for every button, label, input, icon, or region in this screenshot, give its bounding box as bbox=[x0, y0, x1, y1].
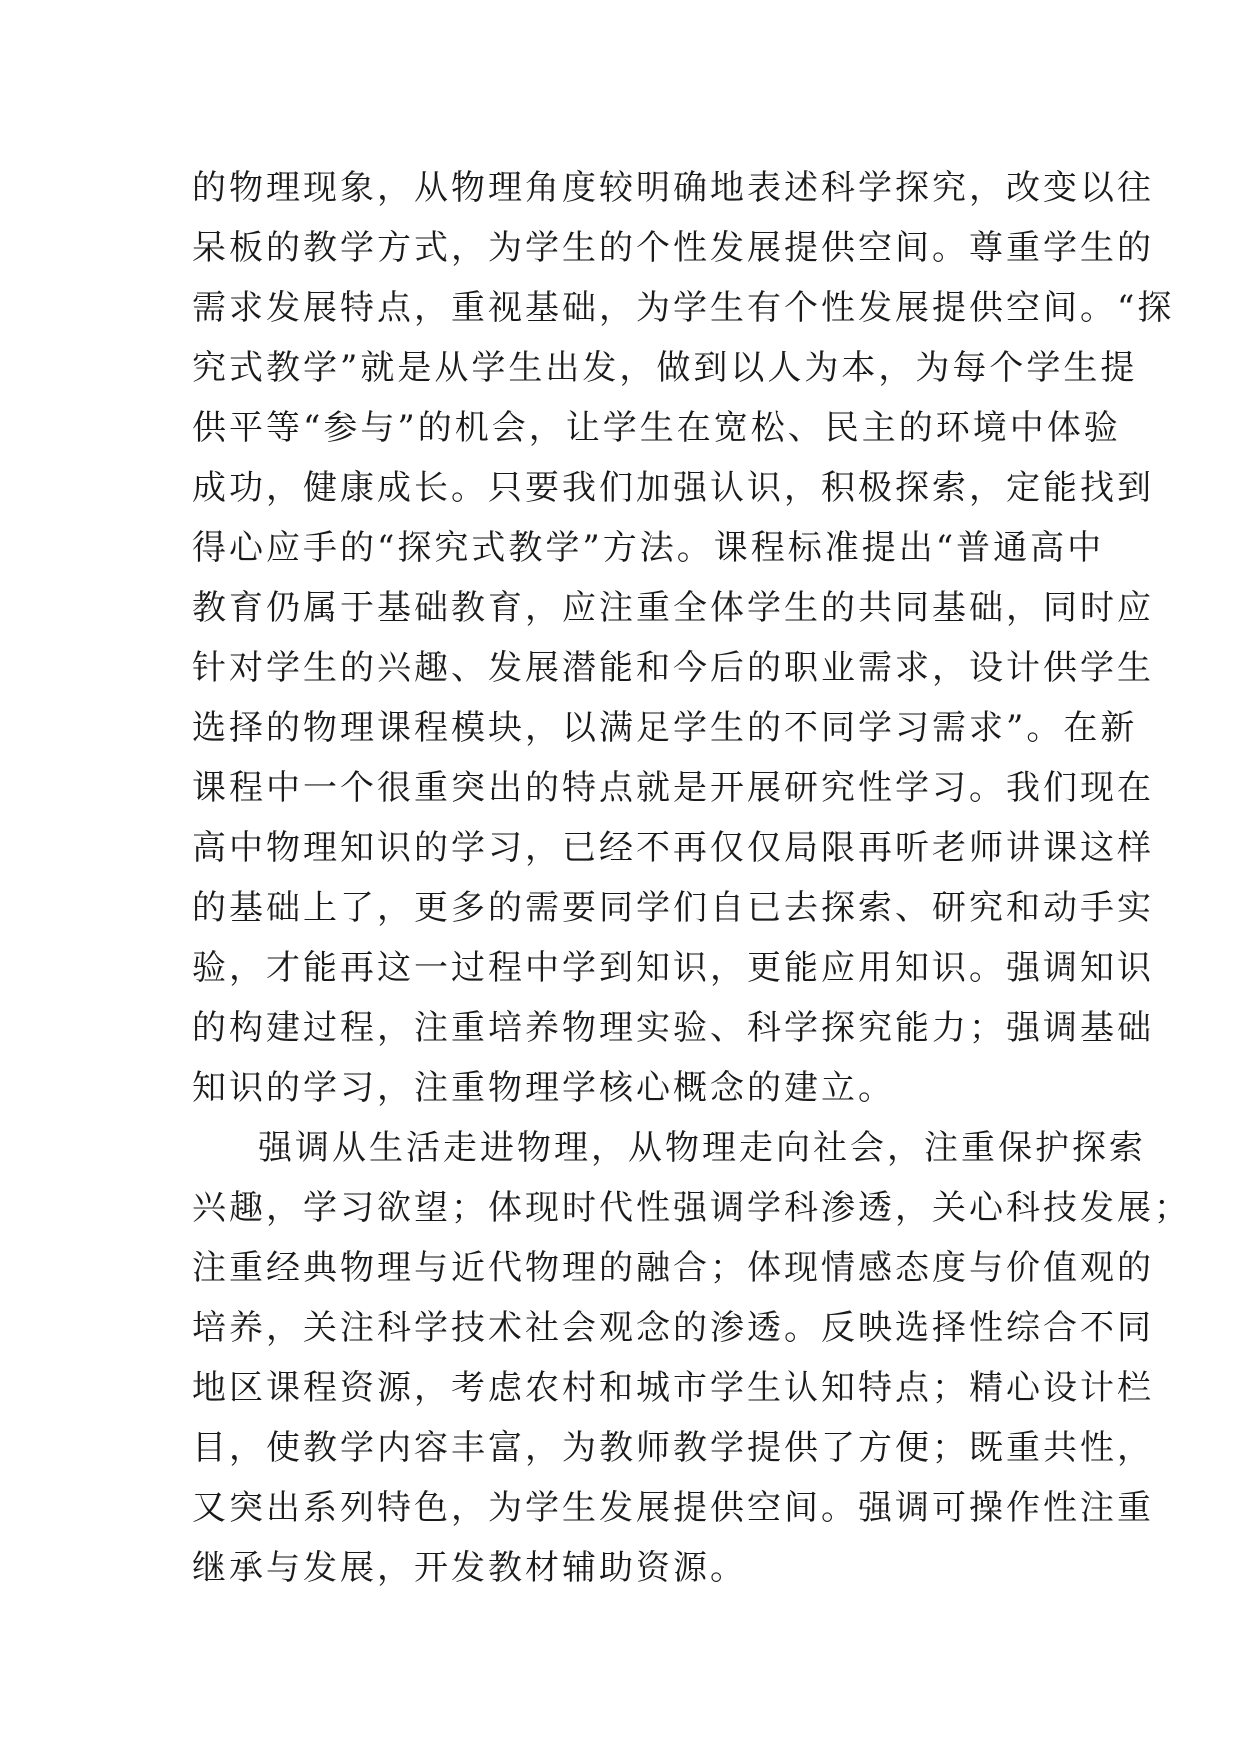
paragraph-2 bbox=[192, 1118, 1191, 1598]
text-line: 课程中一个很重突出的特点就是开展研究性学习。我们现在 bbox=[192, 768, 1154, 808]
text-line: 兴趣，学习欲望；体现时代性强调学科渗透，关心科技发展； bbox=[192, 1188, 1191, 1228]
text-line: 注重经典物理与近代物理的融合；体现情感态度与价值观的 bbox=[192, 1248, 1154, 1288]
text-line: 成功，健康成长。只要我们加强认识，积极探索，定能找到 bbox=[192, 468, 1154, 508]
text-line: 选择的物理课程模块，以满足学生的不同学习需求”。在新 bbox=[192, 708, 1138, 748]
text-line: 供平等“参与”的机会，让学生在宽松、民主的环境中体验 bbox=[192, 408, 1121, 448]
text-line: 目，使教学内容丰富，为教师教学提供了方便；既重共性， bbox=[192, 1428, 1154, 1468]
text-line: 得心应手的“探究式教学”方法。课程标准提出“普通高中 bbox=[192, 528, 1105, 568]
text-line: 又突出系列特色，为学生发展提供空间。强调可操作性注重 bbox=[192, 1488, 1154, 1528]
text-line: 的构建过程，注重培养物理实验、科学探究能力；强调基础 bbox=[192, 1008, 1154, 1048]
text-line: 知识的学习，注重物理学核心概念的建立。 bbox=[192, 1068, 895, 1108]
text-line: 的物理现象，从物理角度较明确地表述科学探究，改变以往 bbox=[192, 168, 1154, 208]
text-line: 继承与发展，开发教材辅助资源。 bbox=[192, 1548, 747, 1588]
text-line: 地区课程资源，考虑农村和城市学生认知特点；精心设计栏 bbox=[192, 1368, 1154, 1408]
text-line: 验，才能再这一过程中学到知识，更能应用知识。强调知识 bbox=[192, 948, 1154, 988]
text-line: 强调从生活走进物理，从物理走向社会，注重保护探索 bbox=[258, 1128, 1146, 1168]
paragraph-1 bbox=[192, 158, 1175, 1118]
text-line: 针对学生的兴趣、发展潜能和今后的职业需求，设计供学生 bbox=[192, 648, 1154, 688]
text-line: 教育仍属于基础教育，应注重全体学生的共同基础，同时应 bbox=[192, 588, 1154, 628]
text-line: 的基础上了，更多的需要同学们自已去探索、研究和动手实 bbox=[192, 888, 1154, 928]
text-line: 高中物理知识的学习，已经不再仅仅局限再听老师讲课这样 bbox=[192, 828, 1154, 868]
text-line: 培养，关注科学技术社会观念的渗透。反映选择性综合不同 bbox=[192, 1308, 1154, 1348]
text-line: 需求发展特点，重视基础，为学生有个性发展提供空间。“探 bbox=[192, 288, 1175, 328]
text-line: 呆板的教学方式，为学生的个性发展提供空间。尊重学生的 bbox=[192, 228, 1154, 268]
body-text bbox=[192, 158, 1191, 1598]
text-line: 究式教学”就是从学生出发，做到以人为本，为每个学生提 bbox=[192, 348, 1138, 388]
